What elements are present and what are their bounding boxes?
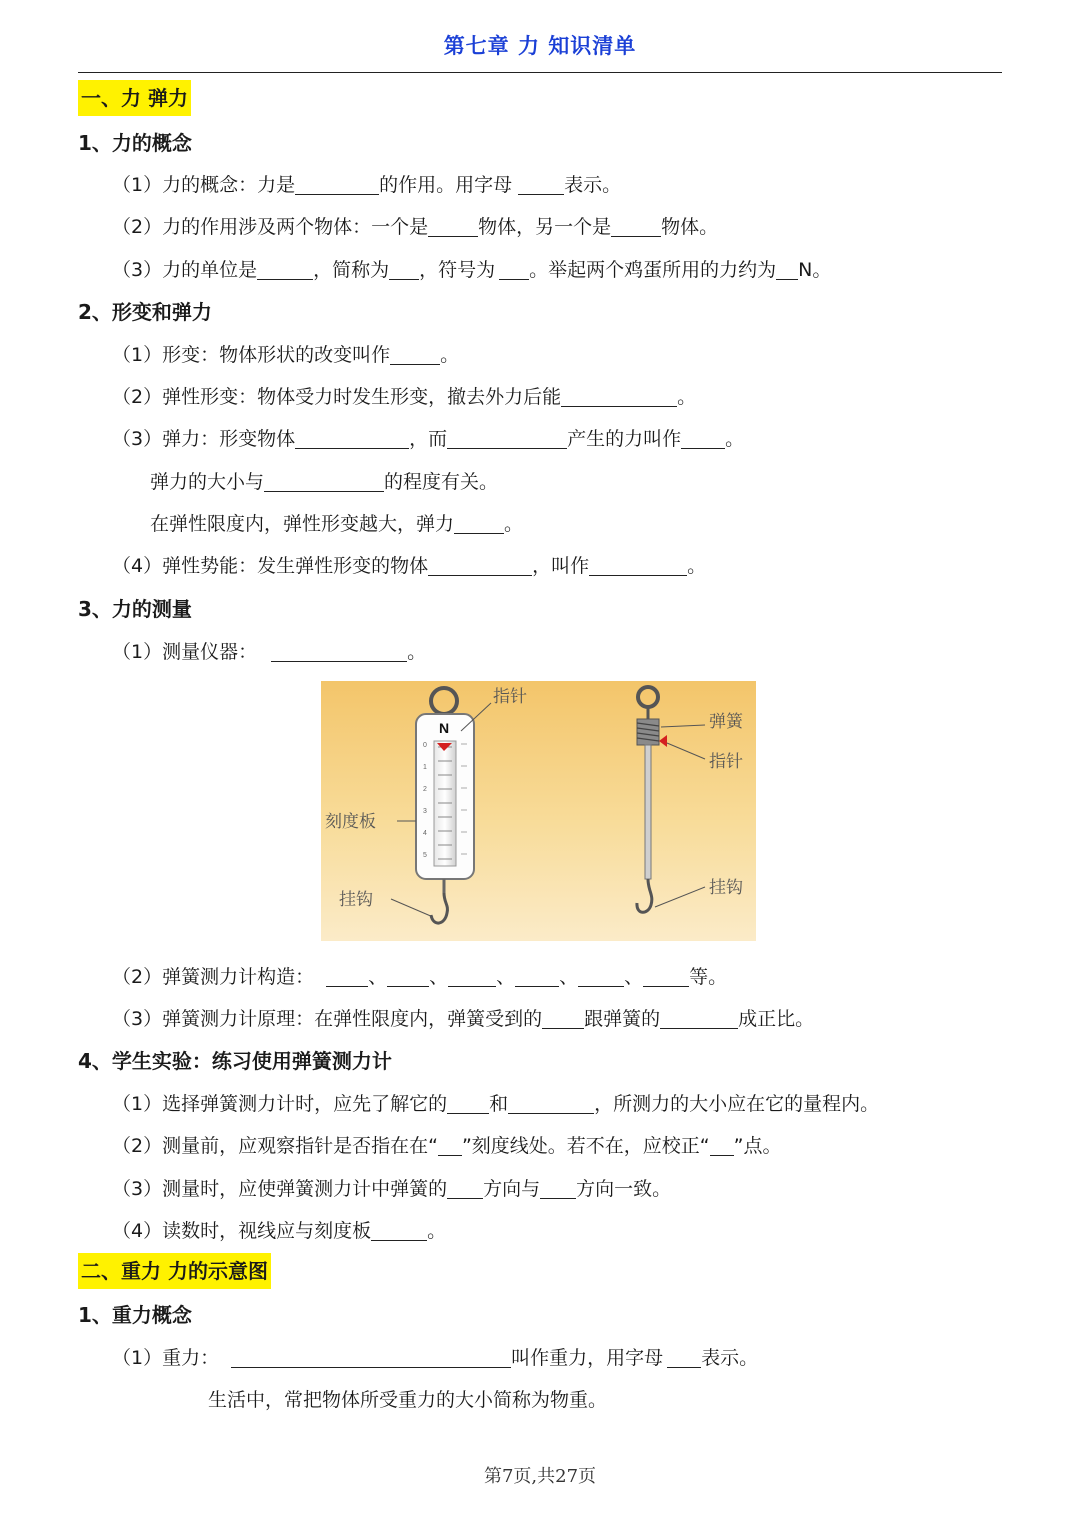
line-weight: 生活中，常把物体所受重力的大小简称为物重。 (208, 1389, 608, 1411)
blank (667, 1345, 701, 1368)
line-before-measure: （2）测量前，应观察指针是否指在在“ ”刻度线处。若不在，应校正“ ”点。 (112, 1135, 782, 1157)
tick-label-0: 0 (423, 742, 427, 749)
blank (428, 214, 478, 237)
blank (257, 257, 313, 280)
blank (589, 553, 687, 576)
blank (454, 511, 504, 534)
line-elastic-limit: 在弹性限度内，弹性形变越大，弹力 。 (150, 513, 524, 535)
blank (561, 384, 677, 407)
blank (681, 426, 725, 449)
line-gravity: （1）重力： 叫作重力，用字母 表示。 (112, 1347, 759, 1369)
blank (371, 1218, 427, 1241)
blank (643, 964, 689, 987)
blank (540, 1176, 576, 1199)
blank (447, 1091, 489, 1114)
line-principle: （3）弹簧测力计原理：在弹性限度内，弹簧受到的 跟弹簧的 成正比。 (112, 1008, 815, 1030)
blank (387, 964, 429, 987)
line-two-objects: （2）力的作用涉及两个物体：一个是 物体，另一个是 物体。 (112, 216, 719, 238)
blank (518, 172, 564, 195)
blank (295, 172, 379, 195)
label-spring: 弹簧 (709, 712, 743, 732)
blank (295, 426, 409, 449)
blank (231, 1345, 511, 1368)
blank (611, 214, 661, 237)
section-heading-1: 一、力 弹力 (78, 80, 191, 116)
blank (515, 964, 559, 987)
heading-deformation: 2、形变和弹力 (78, 300, 212, 324)
blank (447, 426, 567, 449)
blank (508, 1091, 594, 1114)
label-scale-plate: 刻度板 (325, 812, 376, 832)
label-pointer-left: 指针 (493, 687, 527, 707)
blank (326, 964, 368, 987)
tick-label-4: 4 (423, 830, 427, 837)
heading-student-experiment: 4、学生实验：练习使用弹簧测力计 (78, 1049, 392, 1073)
blank (542, 1006, 584, 1029)
label-hook-left: 挂钩 (339, 890, 373, 910)
figure-background (321, 681, 756, 941)
label-hook-right: 挂钩 (709, 878, 743, 898)
line-structure: （2）弹簧测力计构造： 、 、 、 、 、 等。 (112, 966, 728, 988)
tick-label-2: 2 (423, 786, 427, 793)
tick-label-3: 3 (423, 808, 427, 815)
blank (447, 1176, 483, 1199)
line-force-concept: （1）力的概念：力是 的作用。用字母 表示。 (112, 174, 622, 196)
tick-label-1: 1 (423, 764, 427, 771)
line-deformation: （1）形变：物体形状的改变叫作 。 (112, 344, 460, 366)
title-rule (78, 72, 1002, 73)
blank (390, 342, 440, 365)
line-elastic-deformation: （2）弹性形变：物体受力时发生形变，撤去外力后能 。 (112, 386, 697, 408)
line-elastic-energy: （4）弹性势能：发生弹性形变的物体 ，叫作 。 (112, 555, 707, 577)
blank (499, 257, 529, 280)
blank (710, 1133, 734, 1156)
blank (389, 257, 419, 280)
line-instrument: （1）测量仪器： 。 (112, 641, 427, 663)
line-select-scale: （1）选择弹簧测力计时，应先了解它的 和 ，所测力的大小应在它的量程内。 (112, 1093, 880, 1115)
blank (264, 469, 384, 492)
section-heading-2: 二、重力 力的示意图 (78, 1253, 271, 1289)
line-elastic-force: （3）弹力：形变物体 ，而 产生的力叫作 。 (112, 428, 745, 450)
spring-scale-figure (321, 681, 756, 941)
spring-scale-illustration (321, 681, 756, 941)
blank (428, 553, 532, 576)
blank (448, 964, 496, 987)
blank (271, 639, 407, 662)
heading-measurement: 3、力的测量 (78, 597, 192, 621)
page-title: 第七章 力 知识清单 (443, 34, 637, 58)
page-number: 第7页,共27页 (483, 1466, 597, 1487)
heading-force-concept: 1、力的概念 (78, 131, 192, 155)
line-elastic-magnitude: 弹力的大小与 的程度有关。 (150, 471, 499, 493)
blank (776, 257, 798, 280)
heading-gravity-concept: 1、重力概念 (78, 1303, 192, 1327)
spring-rod (645, 745, 651, 879)
line-force-unit: （3）力的单位是 ，简称为 ，符号为 。举起两个鸡蛋所用的力约为 N。 (112, 259, 832, 281)
unit-label: N (438, 720, 450, 736)
tick-label-5: 5 (423, 852, 427, 859)
line-reading: （4）读数时，视线应与刻度板 。 (112, 1220, 447, 1242)
label-pointer-right: 指针 (709, 752, 743, 772)
blank (438, 1133, 462, 1156)
blank (578, 964, 624, 987)
line-during-measure: （3）测量时，应使弹簧测力计中弹簧的 方向与 方向一致。 (112, 1178, 672, 1200)
blank (660, 1006, 738, 1029)
